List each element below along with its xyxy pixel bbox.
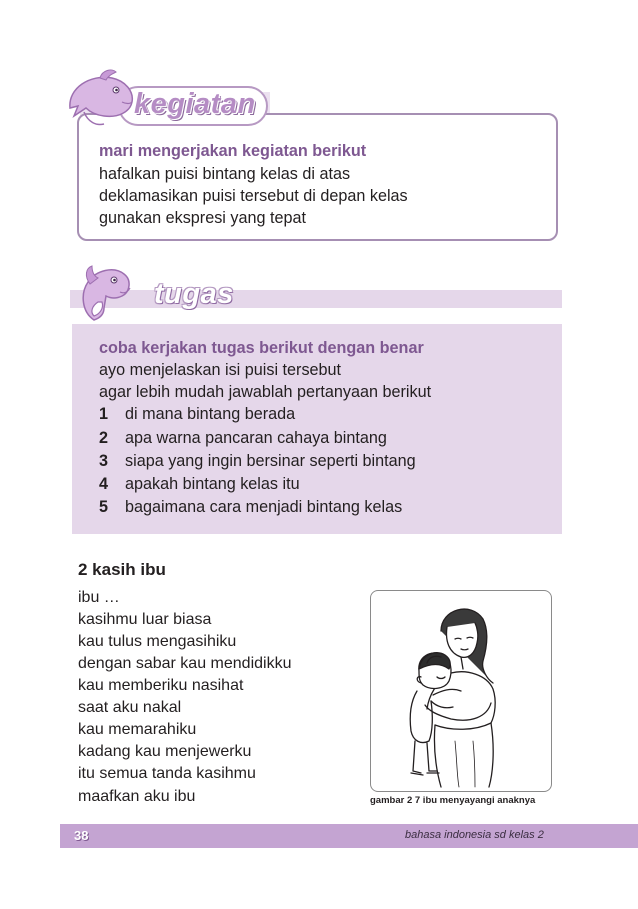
question-item	[99, 475, 300, 494]
question-text: siapa yang ingin bersinar seperti bintang	[125, 452, 416, 470]
question-item	[99, 429, 387, 448]
poem-line: saat aku nakal	[78, 699, 182, 716]
tugas-header-band	[70, 290, 562, 308]
kegiatan-heading: mari mengerjakan kegiatan berikut	[99, 142, 367, 160]
kegiatan-line: gunakan ekspresi yang tepat	[99, 209, 306, 227]
mother-hugging-child-image	[371, 591, 550, 790]
question-text: apakah bintang kelas itu	[125, 475, 300, 493]
figure-caption: gambar 2 7 ibu menyayangi anaknya	[370, 795, 536, 806]
question-number: 1	[99, 405, 109, 423]
question-item	[99, 405, 295, 424]
question-text: bagaimana cara menjadi bintang kelas	[125, 498, 403, 516]
poem-line: itu semua tanda kasihmu	[78, 765, 256, 782]
mother-child-illustration	[370, 590, 552, 792]
tugas-line: ayo menjelaskan isi puisi tersebut	[99, 361, 342, 379]
kegiatan-label: kegiatan	[134, 88, 256, 120]
tugas-line: agar lebih mudah jawablah pertanyaan berikut	[99, 383, 432, 401]
poem-line: kasihmu luar biasa	[78, 611, 212, 628]
dolphin-icon	[60, 68, 142, 130]
poem-title: 2 kasih ibu	[78, 560, 166, 579]
question-text: apa warna pancaran cahaya bintang	[125, 429, 387, 447]
question-number: 5	[99, 498, 109, 516]
question-number: 3	[99, 452, 109, 470]
poem-line: ibu …	[78, 589, 120, 606]
question-number: 4	[99, 475, 109, 493]
kegiatan-line: deklamasikan puisi tersebut di depan kelas	[99, 187, 408, 205]
poem-line: kadang kau menjewerku	[78, 743, 252, 760]
question-number: 2	[99, 429, 109, 447]
poem-line: kau memarahiku	[78, 721, 197, 738]
tugas-heading: coba kerjakan tugas berikut dengan benar	[99, 339, 424, 357]
poem-line: maafkan aku ibu	[78, 788, 196, 805]
tugas-label: tugas	[154, 278, 234, 310]
poem-line: kau memberiku nasihat	[78, 677, 244, 694]
kegiatan-line: hafalkan puisi bintang kelas di atas	[99, 165, 351, 183]
poem-line: kau tulus mengasihiku	[78, 633, 237, 650]
page-number: 38	[74, 828, 89, 843]
footer-bar	[60, 824, 638, 848]
poem-line: dengan sabar kau mendidikku	[78, 655, 292, 672]
question-text: di mana bintang berada	[125, 405, 296, 423]
dolphin-icon	[64, 262, 142, 324]
question-item	[99, 498, 402, 517]
question-item	[99, 452, 416, 471]
book-title: bahasa indonesia sd kelas 2	[405, 829, 544, 841]
